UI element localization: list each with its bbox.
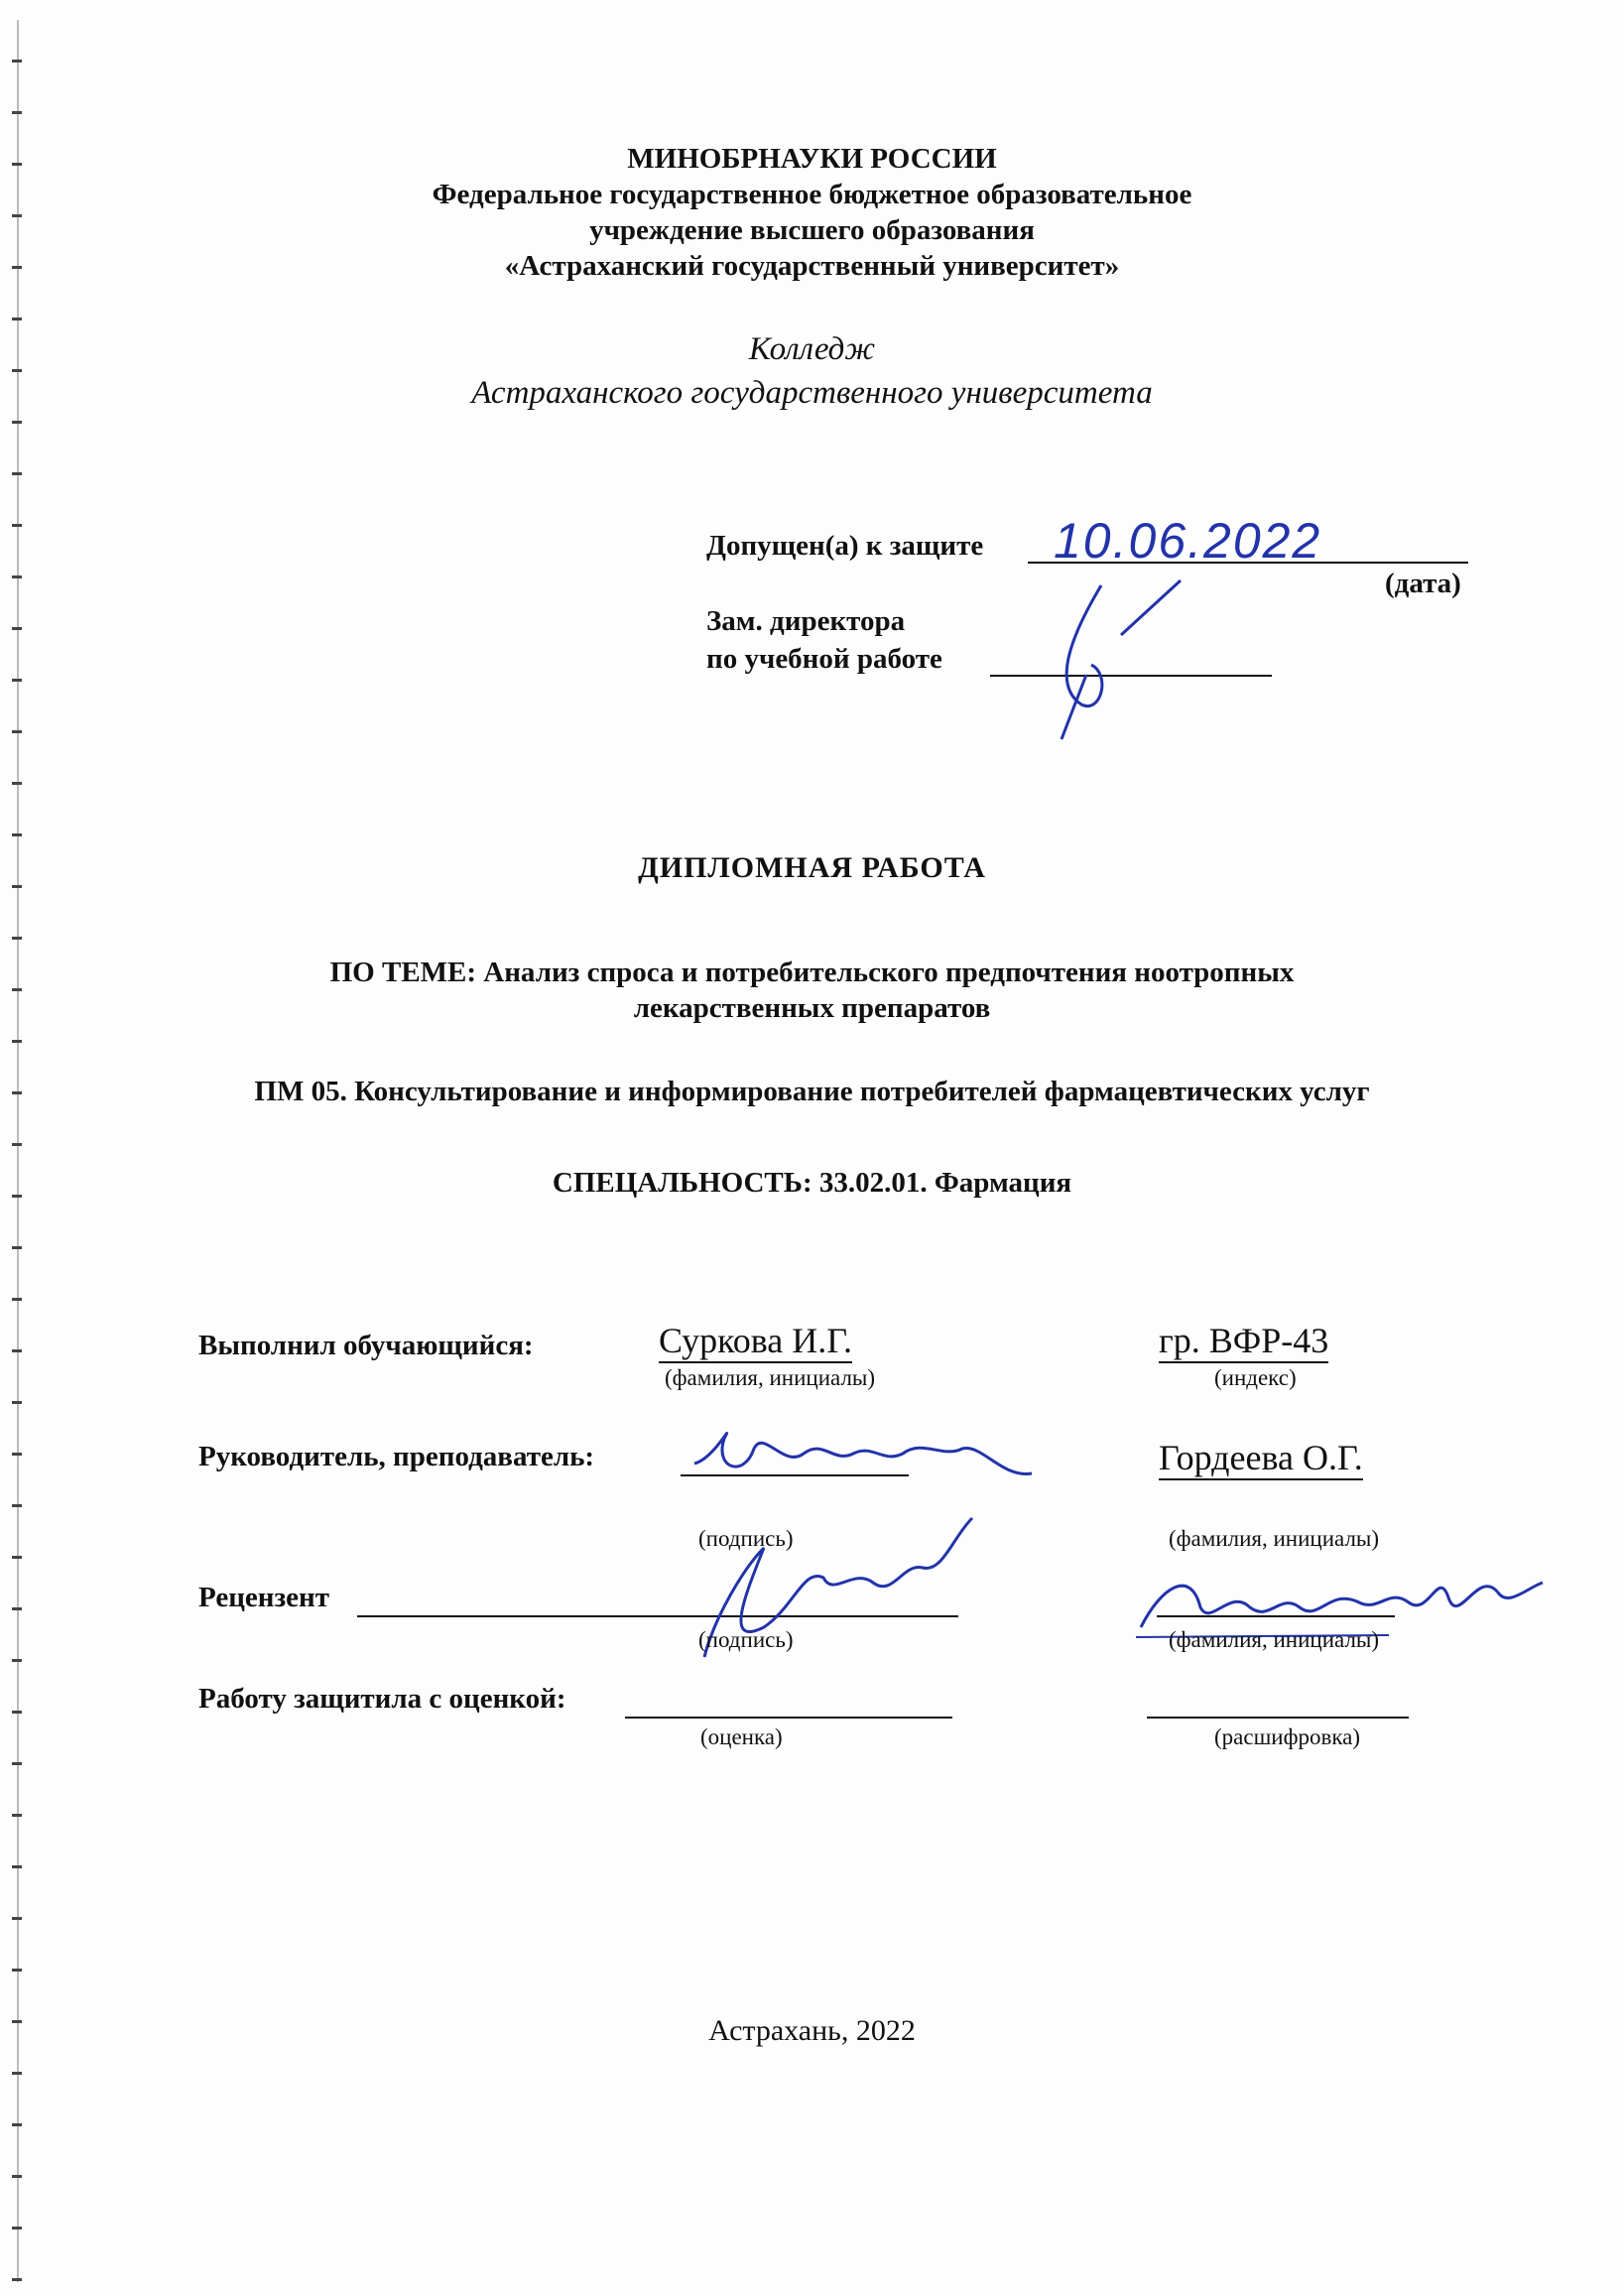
- spine-tick: [12, 60, 22, 63]
- student-name-caption: (фамилия, инициалы): [665, 1365, 876, 1390]
- spine-tick: [12, 369, 22, 372]
- deputy-label-1: Зам. директора: [706, 605, 906, 637]
- supervisor-signature: [685, 1409, 1042, 1498]
- defense-label: Работу защитила с оценкой:: [198, 1683, 566, 1715]
- spine-tick: [12, 937, 22, 940]
- spine-tick: [12, 2227, 22, 2230]
- spine-tick: [12, 318, 22, 320]
- spine-tick: [12, 679, 22, 682]
- spine-tick: [12, 1865, 22, 1868]
- spine-tick: [12, 1969, 22, 1972]
- spine-tick: [12, 627, 22, 630]
- decoding-line: [1147, 1717, 1409, 1719]
- supervisor-name-caption: (фамилия, инициалы): [1169, 1526, 1380, 1551]
- university-name: «Астраханский государственный университет»: [504, 250, 1120, 282]
- spine-tick: [12, 1349, 22, 1352]
- spine-tick: [12, 2072, 22, 2075]
- admission-date-handwritten: 10.06.2022: [1054, 513, 1322, 569]
- spine-tick: [12, 1607, 22, 1610]
- supervisor-label: Руководитель, преподаватель:: [198, 1441, 595, 1472]
- reviewer-signature-caption: (подпись): [698, 1627, 794, 1652]
- spine-tick: [12, 1814, 22, 1817]
- decoding-caption: (расшифровка): [1214, 1724, 1361, 1749]
- spine-tick: [12, 1504, 22, 1507]
- deputy-signature: [1032, 566, 1190, 744]
- spine-tick: [12, 1711, 22, 1714]
- topic-line-1: ПО ТЕМЕ: Анализ спроса и потребительского предпочтения ноотропных: [329, 957, 1295, 988]
- spine-tick: [12, 111, 22, 114]
- supervisor-signature-caption: (подпись): [698, 1526, 794, 1551]
- spine-tick: [12, 1453, 22, 1456]
- college-line-1: Колледж: [748, 331, 876, 367]
- spine-tick: [12, 833, 22, 836]
- student-group: гр. ВФР-43: [1159, 1320, 1328, 1363]
- org-line-2: учреждение высшего образования: [589, 214, 1035, 246]
- spine-tick: [12, 1917, 22, 1920]
- spine-tick: [12, 575, 22, 578]
- spine-tick: [12, 421, 22, 424]
- reviewer-name-caption: (фамилия, инициалы): [1169, 1627, 1380, 1652]
- spine-tick: [12, 2278, 22, 2281]
- spine-tick: [12, 1762, 22, 1765]
- spine-tick: [12, 1401, 22, 1404]
- grade-line: [625, 1717, 952, 1719]
- professional-module: ПМ 05. Консультирование и информирование потребителей фармацевтических услуг: [254, 1076, 1370, 1107]
- deputy-label-2: по учебной работе: [706, 643, 942, 675]
- date-caption: (дата): [1385, 568, 1461, 599]
- org-line-1: Федеральное государственное бюджетное образовательное: [432, 179, 1192, 210]
- spine-tick: [12, 524, 22, 527]
- spine-tick: [12, 1246, 22, 1249]
- spine-tick: [12, 1556, 22, 1559]
- topic-line-2: лекарственных препаратов: [633, 992, 991, 1024]
- city-year: Астрахань, 2022: [708, 2014, 916, 2047]
- student-group-caption: (индекс): [1214, 1365, 1297, 1390]
- grade-caption: (оценка): [700, 1724, 783, 1749]
- ministry-title: МИНОБРНАУКИ РОССИИ: [627, 143, 997, 175]
- reviewer-label: Рецензент: [198, 1582, 329, 1613]
- supervisor-name: Гордеева О.Г.: [1159, 1437, 1363, 1480]
- spine-tick: [12, 472, 22, 475]
- college-line-2: Астраханского государственного университета: [471, 375, 1153, 411]
- specialty: СПЕЦАЛЬНОСТЬ: 33.02.01. Фармация: [552, 1167, 1072, 1199]
- spine-tick: [12, 1040, 22, 1043]
- spine-tick: [12, 782, 22, 785]
- student-label: Выполнил обучающийся:: [198, 1330, 534, 1361]
- admission-label: Допущен(а) к защите: [706, 530, 984, 562]
- spine-tick: [12, 885, 22, 888]
- spine-tick: [12, 730, 22, 733]
- spine-tick: [12, 1298, 22, 1301]
- spine-tick: [12, 2175, 22, 2178]
- document-title: ДИПЛОМНАЯ РАБОТА: [638, 851, 986, 884]
- spine-tick: [12, 1659, 22, 1662]
- spine-tick: [12, 2123, 22, 2126]
- spine-tick: [12, 1143, 22, 1146]
- student-name: Суркова И.Г.: [659, 1320, 852, 1363]
